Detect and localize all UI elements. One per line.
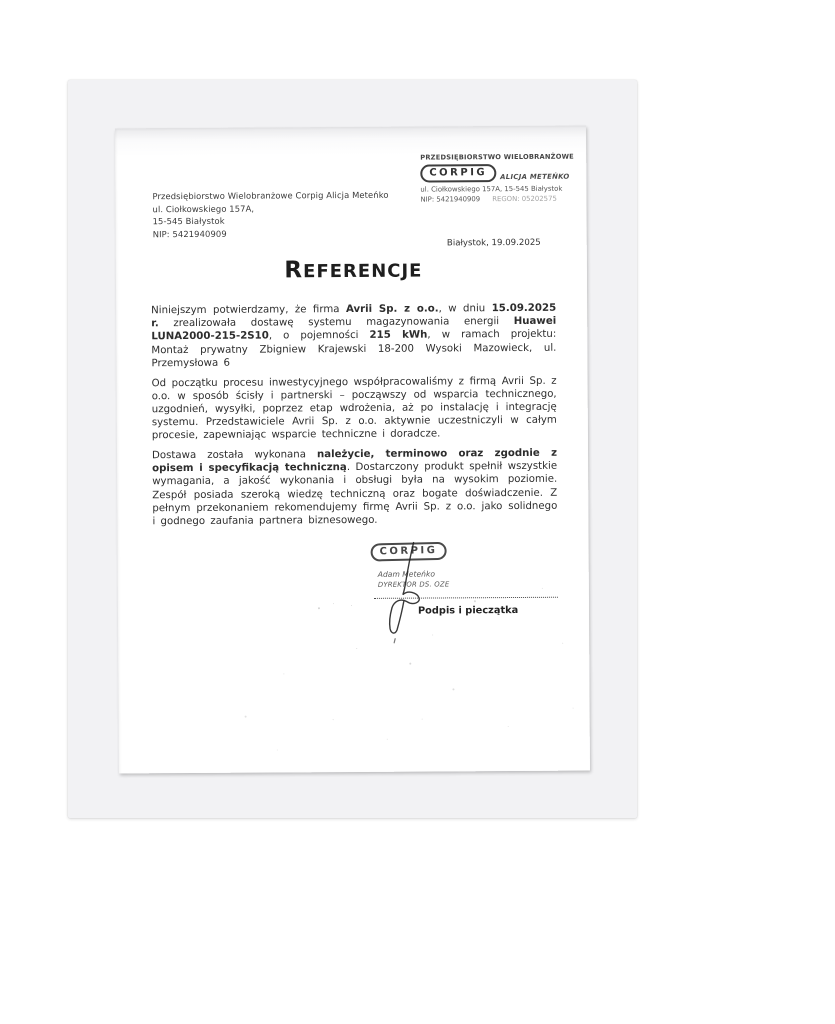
- paragraph-recommendation: [152, 447, 557, 529]
- text-run: . Dostarczony produkt spełnił wszystkie wymagania, a jakość wykonania i obsługi była na wysokim poziomie. Zespół posiada szeroką wiedzę techniczną oraz bogate doświadczenie. Z pełnym przekonaniem rekomendujemy firmę Avrii Sp. z o.o. jako solidnego i godnego zaufania partnera biznesowego.: [152, 460, 558, 528]
- stamp-owner-name: ALICJA METEŃKO: [500, 172, 570, 182]
- sender-company-line: Przedsiębiorstwo Wielobranżowe Corpig Alicja Meteńko: [152, 189, 389, 202]
- signer-name: Adam Meteńko: [377, 569, 436, 579]
- stamp-company-type: PRZEDSIĘBIORSTWO WIELOBRANŻOWE: [420, 152, 574, 162]
- noise-speck: [387, 739, 388, 740]
- noise-speck: [542, 588, 543, 589]
- sender-address-block: [152, 189, 388, 241]
- noise-speck: [422, 719, 423, 720]
- bold-text-run: Avrii Sp. z o.o.: [345, 303, 439, 316]
- corpig-signature-stamp: CORPIG: [370, 542, 446, 562]
- stamp-address: ul. Ciołkowskiego 157A, 15-545 Białystok: [420, 184, 563, 194]
- noise-speck: [356, 648, 357, 649]
- noise-speck: [562, 643, 563, 644]
- noise-speck: [409, 663, 411, 665]
- noise-speck: [333, 603, 334, 604]
- document-title: REFERENCJE: [284, 257, 423, 284]
- noise-speck: [245, 716, 247, 718]
- scan-noise-specks: [115, 126, 586, 129]
- signature-dotted-line: [374, 597, 558, 599]
- place-date-line: Białystok, 19.09.2025: [446, 237, 541, 249]
- noise-speck: [508, 726, 509, 727]
- text-run: Niniejszym potwierdzamy, że firma: [151, 304, 346, 317]
- letter-body: [151, 302, 557, 535]
- noise-speck: [573, 708, 574, 709]
- noise-speck: [452, 688, 454, 690]
- text-run: , w dniu: [438, 303, 492, 315]
- paragraph-cooperation: [152, 374, 557, 442]
- noise-speck: [277, 749, 278, 750]
- stamp-nip: NIP: 5421940909: [420, 195, 481, 204]
- stamp-ids-row: [420, 195, 575, 204]
- noise-speck: [333, 719, 334, 720]
- signer-role: DYREKTOR DS. OZE: [377, 580, 450, 589]
- bold-text-run: Huawei LUNA2000-215-2S10: [151, 315, 557, 343]
- reference-letter-page: [115, 126, 590, 774]
- noise-speck: [432, 635, 433, 636]
- sender-street-line: ul. Ciołkowskiego 157A,: [152, 203, 255, 214]
- corpig-logo-stamp: CORPIG: [420, 164, 496, 182]
- text-run: zrealizowała dostawę systemu magazynowania energii: [158, 316, 514, 330]
- company-header-stamp: [420, 153, 575, 204]
- text-run: , o pojemności: [268, 330, 370, 342]
- bold-text-run: należycie, terminowo oraz zgodnie z opisem i specyfikacją techniczną: [152, 447, 558, 475]
- photo-frame: [68, 80, 637, 818]
- noise-speck: [283, 673, 284, 674]
- sender-nip-line: NIP: 5421940909: [152, 228, 227, 240]
- stamp-logo-row: [420, 164, 575, 183]
- noise-speck: [351, 605, 352, 606]
- noise-speck: [318, 607, 320, 609]
- stamp-regon: REGON: 05202575: [492, 194, 557, 204]
- noise-speck: [474, 600, 476, 602]
- handwritten-signature: [386, 540, 427, 652]
- signature-caption: Podpis i pieczątka: [417, 604, 519, 617]
- bold-text-run: 15.09.2025 r.: [151, 302, 557, 330]
- sender-city-line: 15-545 Białystok: [152, 216, 225, 227]
- text-run: , w ramach projektu: Montaż prywatny Zbigniew Krajewski 18-200 Wysoki Mazowieck, ul. Przemysłowa 6: [151, 329, 557, 370]
- bold-text-run: 215 kWh: [369, 329, 428, 342]
- paragraph-delivery-confirmation: [151, 302, 556, 370]
- text-run: Od początku procesu inwestycyjnego współpracowaliśmy z firmą Avrii Sp. z o.o. w sposób ścisły i partnerski – począwszy od wsparcia technicznego, uzgodnień, wysyłki, poprzez etap wdrożenia, aż po instalację i integrację systemu. Przedstawiciele Avrii Sp. z o.o. aktywnie uczestniczyli w całym procesie, zapewniając wsparcie techniczne i doradcze.: [151, 375, 557, 442]
- text-run: Dostawa została wykonana: [152, 449, 318, 462]
